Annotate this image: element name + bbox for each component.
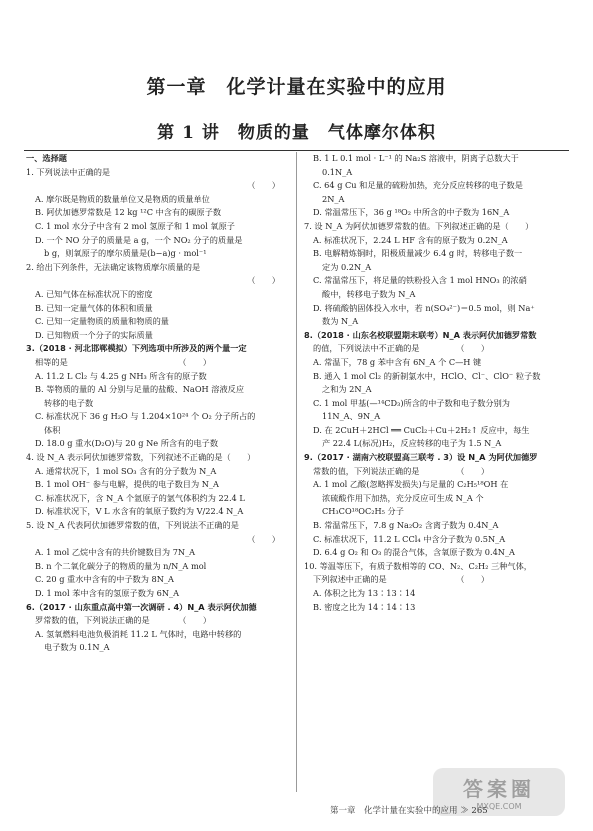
text-line: CH₃CO¹⁸OC₂H₅ 分子 <box>322 506 404 517</box>
text-line: C. 已知一定量物质的质量和物质的量 <box>35 316 169 327</box>
text-line: B. 已知一定量气体的体积和质量 <box>35 302 153 313</box>
text-line: B. 等物质的量的 Al 分别与足量的盐酸、NaOH 溶液反应 <box>35 384 245 395</box>
text-line: D. 1 mol 苯中含有的氢原子数为 6N_A <box>35 588 180 598</box>
text-line: 产 22.4 L(标况)H₂，反应转移的电子为 1.5 N_A <box>322 438 502 449</box>
text-line: 6.（2017 · 山东重点高中第一次调研 . 4）N_A 表示阿伏加德 <box>26 601 257 612</box>
text-line: 3.（2018 · 河北邯郸模拟）下列选项中所涉及的两个量一定 <box>26 343 247 354</box>
text-line: 1. 下列说法中正确的是 <box>26 166 111 177</box>
text-line: D. 在 2CuH＋2HCl ══ CuCl₂＋Cu＋2H₂↑ 反应中，每生 <box>313 424 530 435</box>
lesson-title: 第 1 讲 物质的量 气体摩尔体积 <box>157 123 436 143</box>
text-line: A. 常温下，78 g 苯中含有 6N_A 个 C—H 键 <box>313 356 482 367</box>
text-line: D. 已知物质一个分子的实际质量 <box>35 329 153 340</box>
chapter-title: 第一章 化学计量在实验中的应用 <box>146 76 447 98</box>
text-line: 定为 0.2N_A <box>322 261 372 272</box>
text-line: 体积 <box>44 424 61 435</box>
text-line: 5. 设 N_A 代表阿伏加德罗常数的值，下列说法不正确的是 <box>26 520 239 531</box>
text-line: 9.（2017 · 湖南六校联盟高三联考 . 3）设 N_A 为阿伏加德罗 <box>304 452 538 463</box>
text-line: B. 密度之比为 14∶14∶13 <box>313 601 416 612</box>
watermark-text: 答案圈 <box>463 777 535 801</box>
text-line: （ ） <box>247 180 280 191</box>
text-line: D. 6.4 g O₂ 和 O₃ 的混合气体，含氧原子数为 0.4N_A <box>313 547 515 558</box>
text-line: B. 1 mol OH⁻ 参与电解，提供的电子数目为 N_A <box>35 479 219 490</box>
text-line: 酸中，转移电子数为 N_A <box>322 288 416 299</box>
text-line: A. 1 mol 乙酸(忽略挥发损失)与足量的 C₂H₅¹⁸OH 在 <box>313 479 509 490</box>
text-line: C. 64 g Cu 和足量的硫粉加热，充分反应转移的电子数是 <box>313 180 523 191</box>
text-line: A. 体积之比为 13∶13∶14 <box>313 588 416 598</box>
right-column <box>304 152 570 614</box>
text-line: D. 标准状况下，V L 水含有的氧原子数约为 V/22.4 N_A <box>35 506 244 517</box>
text-line: A. 11.2 L Cl₂ 与 4.25 g NH₃ 所含有的原子数 <box>35 370 207 381</box>
text-line: 数为 N_A <box>322 316 359 327</box>
text-line: A. 摩尔既是物质的数量单位又是物质的质量单位 <box>35 193 210 204</box>
text-line: C. 20 g 重水中含有的中子数为 8N_A <box>35 574 174 585</box>
text-line: 相等的是 （ ） <box>35 356 212 367</box>
text-line: D. 一个 NO 分子的质量是 a g，一个 NO₂ 分子的质量是 <box>35 234 243 245</box>
left-column <box>26 152 290 655</box>
text-line: C. 常温常压下，将足量的铁粉投入含 1 mol HNO₃ 的浓硝 <box>313 275 527 286</box>
text-line: 10. 等温等压下，有质子数相等的 CO、N₂、C₂H₂ 三种气体， <box>304 560 532 571</box>
text-line: 浓硫酸作用下加热，充分反应可生成 N_A 个 <box>322 492 484 503</box>
text-line: 11N_A、9N_A <box>322 411 381 422</box>
text-line: A. 通常状况下，1 mol SO₃ 含有的分子数为 N_A <box>35 465 217 476</box>
text-line: B. n 个二氧化碳分子的物质的量为 n/N_A mol <box>35 560 207 571</box>
text-line: 2. 给出下列条件，无法确定该物质摩尔质量的是 <box>26 261 201 272</box>
left-questions <box>26 166 290 655</box>
text-line: B. 1 L 0.1 mol · L⁻¹ 的 Na₂S 溶液中，阴离子总数大于 <box>313 153 519 163</box>
text-line: C. 标准状况下 36 g H₂O 与 1.204×10²⁴ 个 O₂ 分子所占的 <box>35 411 256 422</box>
text-line: D. 18.0 g 重水(D₂O)与 20 g Ne 所含有的电子数 <box>35 438 219 449</box>
text-line: D. 常温常压下，36 g ¹⁸O₂ 中所含的中子数为 16N_A <box>313 207 510 218</box>
page-footer: 第一章 化学计量在实验中的应用 ≫ 265 <box>330 806 488 816</box>
text-line: 的值，下列说法中不正确的是 （ ） <box>313 343 490 354</box>
text-line: C. 标准状况下，11.2 L CCl₄ 中含分子数为 0.5N_A <box>313 533 506 544</box>
text-line: A. 1 mol 乙烷中含有的共价键数目为 7N_A <box>35 547 196 558</box>
watermark-url: MXQE.COM <box>476 802 522 811</box>
text-line: B. 电解精炼铜时，阳极质量减少 6.4 g 时，转移电子数一 <box>313 248 523 259</box>
right-questions <box>304 152 570 614</box>
text-line: A. 已知气体在标准状况下的密度 <box>35 288 153 299</box>
text-line: D. 将硫酸钠固体投入水中，若 n(SO₄²⁻)＝0.5 mol，则 Na⁺ <box>313 302 535 313</box>
text-line: B. 阿伏加德罗常数是 12 kg ¹²C 中含有的碳原子数 <box>35 207 222 218</box>
text-line: 2N_A <box>322 193 345 204</box>
text-line: 下列叙述中正确的是 （ ） <box>313 574 490 585</box>
text-line: B. 常温常压下，7.8 g Na₂O₂ 含离子数为 0.4N_A <box>313 520 499 531</box>
title-rule <box>24 150 569 151</box>
text-line: A. 氢氧燃料电池负极消耗 11.2 L 气体时，电路中转移的 <box>35 628 242 639</box>
text-line: 8.（2018 · 山东名校联盟期末联考）N_A 表示阿伏加德罗常数 <box>304 329 537 340</box>
text-line: b g，则氧原子的摩尔质量是(b−a)g · mol⁻¹ <box>44 248 207 259</box>
text-line: 0.1N_A <box>322 166 353 177</box>
text-line: 电子数为 0.1N_A <box>44 642 110 653</box>
text-line: （ ） <box>247 533 280 544</box>
column-divider <box>296 152 297 792</box>
text-line: C. 1 mol 水分子中含有 2 mol 氢原子和 1 mol 氧原子 <box>35 220 235 231</box>
text-line: 常数的值，下列说法正确的是 （ ） <box>313 465 490 476</box>
text-line: 罗常数的值，下列说法正确的是 （ ） <box>35 615 212 626</box>
text-line: A. 标准状况下，2.24 L HF 含有的原子数为 0.2N_A <box>313 234 508 245</box>
text-line: 之和为 2N_A <box>322 384 372 395</box>
text-line: B. 通入 1 mol Cl₂ 的新制氯水中，HClO、Cl⁻、ClO⁻ 粒子数 <box>313 370 541 381</box>
text-line: 4. 设 N_A 表示阿伏加德罗常数，下列叙述不正确的是（ ） <box>26 452 256 463</box>
text-line: 7. 设 N_A 为阿伏加德罗常数的值。下列叙述正确的是（ ） <box>304 220 534 231</box>
text-line: 转移的电子数 <box>44 397 94 408</box>
text-line: （ ） <box>247 275 280 286</box>
text-line: C. 1 mol 甲基(—¹⁴CD₃)所含的中子数和电子数分别为 <box>313 397 510 408</box>
text-line: C. 标准状况下，含 N_A 个氩原子的氩气体积约为 22.4 L <box>35 492 245 503</box>
section-heading: 一、选择题 <box>26 153 67 163</box>
